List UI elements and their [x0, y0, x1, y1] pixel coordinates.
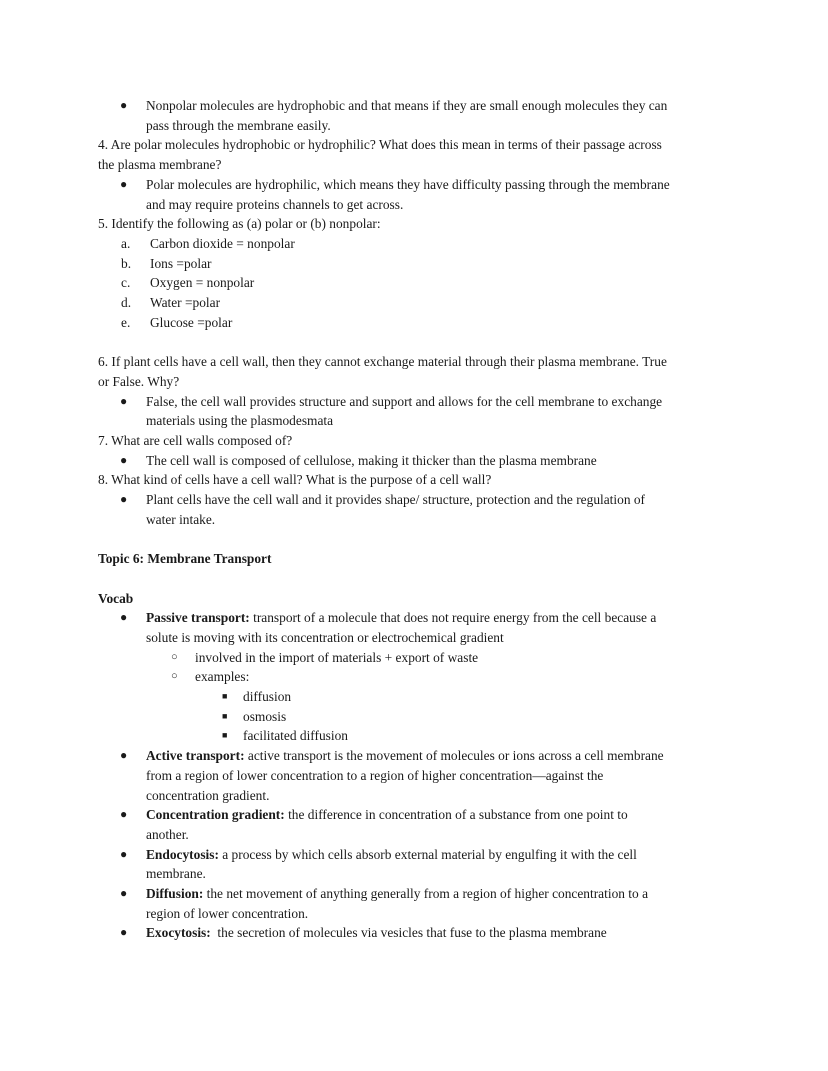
example-text: facilitated diffusion	[243, 728, 348, 744]
circle-bullet-icon: ○	[171, 650, 178, 663]
bullet-icon: ●	[120, 886, 128, 901]
vocab-gradient-line-2	[0, 825, 828, 845]
q5-item-text: Ions =polar	[150, 255, 212, 271]
bullet-icon: ●	[120, 610, 128, 625]
vocab-term: Concentration gradient:	[146, 807, 285, 823]
vocab-exocytosis-line-1	[0, 923, 828, 943]
vocab-definition: solute is moving with its concentration or electrochemical gradient	[146, 629, 504, 645]
q7-question-text: 7. What are cell walls composed of?	[98, 432, 293, 448]
topic-heading-text: Topic 6: Membrane Transport	[98, 551, 272, 567]
bullet-icon: ●	[120, 492, 128, 507]
bullet-icon: ●	[120, 925, 128, 940]
q5-item-text: Glucose =polar	[150, 314, 233, 330]
q4-answer-text-1: Polar molecules are hydrophilic, which means they have difficulty passing through the membrane	[146, 176, 670, 192]
vocab-definition: membrane.	[146, 866, 206, 882]
q6-question-text-2: or False. Why?	[98, 373, 180, 389]
q8-answer-text-1: Plant cells have the cell wall and it provides shape/ structure, protection and the regulation of	[146, 492, 646, 508]
q7-answer-text: The cell wall is composed of cellulose, making it thicker than the plasma membrane	[146, 452, 597, 468]
vocab-passive-example-3	[0, 726, 828, 746]
q5-question	[0, 214, 828, 234]
q4-answer-line-2	[0, 195, 828, 215]
vocab-definition: the difference in concentration of a substance from one point to	[284, 807, 628, 823]
vocab-active-line-3	[0, 786, 828, 806]
vocab-heading-text: Vocab	[98, 590, 134, 606]
q8-answer-text-2: water intake.	[146, 511, 216, 527]
q6-answer-line-1	[0, 392, 828, 412]
q3-answer-line-1	[0, 96, 828, 116]
bullet-icon: ●	[120, 176, 128, 191]
topic-heading	[0, 549, 828, 569]
q4-question-text-2: the plasma membrane?	[98, 157, 222, 173]
q5-item-d	[0, 293, 828, 313]
q4-question-line-1	[0, 135, 828, 155]
vocab-passive-line-1	[0, 608, 828, 628]
bullet-icon: ●	[120, 452, 128, 467]
q5-item-c	[0, 273, 828, 293]
vocab-term: Active transport:	[146, 748, 245, 764]
vocab-heading	[0, 589, 828, 609]
q5-item-text: Water =polar	[150, 295, 221, 311]
q5-item-a	[0, 234, 828, 254]
vocab-definition: a process by which cells absorb external material by engulfing it with the cell	[218, 846, 637, 862]
bullet-icon: ●	[120, 748, 128, 763]
vocab-definition: another.	[146, 826, 189, 842]
list-letter: c.	[121, 275, 131, 291]
q5-question-text: 5. Identify the following as (a) polar or (b) nonpolar:	[98, 216, 381, 232]
vocab-term: Endocytosis:	[146, 846, 219, 862]
q8-question-text: 8. What kind of cells have a cell wall? What is the purpose of a cell wall?	[98, 472, 492, 488]
q5-item-text: Carbon dioxide = nonpolar	[150, 235, 295, 251]
vocab-definition: concentration gradient.	[146, 787, 270, 803]
square-bullet-icon: ■	[222, 730, 228, 741]
q4-question-line-2	[0, 155, 828, 175]
list-letter: b.	[121, 255, 132, 271]
vocab-term: Diffusion:	[146, 886, 204, 902]
vocab-definition: transport of a molecule that does not require energy from the cell because a	[249, 610, 657, 626]
vocab-passive-example-2	[0, 707, 828, 727]
vocab-term: Passive transport:	[146, 610, 250, 626]
q6-answer-text-1: False, the cell wall provides structure and support and allows for the cell membrane to exchange	[146, 393, 663, 409]
vocab-definition: active transport is the movement of molecules or ions across a cell membrane	[244, 748, 664, 764]
q3-answer-text-1: Nonpolar molecules are hydrophobic and that means if they are small enough molecules they can	[146, 98, 668, 113]
bullet-icon: ●	[120, 807, 128, 822]
bullet-icon: ●	[120, 98, 128, 112]
q6-answer-text-2: materials using the plasmodesmata	[146, 413, 334, 429]
vocab-definition: from a region of lower concentration to a region of higher concentration—against the	[146, 767, 604, 783]
square-bullet-icon: ■	[222, 691, 228, 702]
list-letter: a.	[121, 235, 131, 251]
q8-question	[0, 470, 828, 490]
vocab-diffusion-line-1	[0, 884, 828, 904]
q6-question-text-1: 6. If plant cells have a cell wall, then they cannot exchange material through their plasma membrane. True	[98, 354, 667, 370]
example-text: osmosis	[243, 708, 287, 724]
vocab-passive-example-1	[0, 687, 828, 707]
vocab-term: Exocytosis:	[146, 925, 211, 941]
list-letter: d.	[121, 295, 132, 311]
vocab-endocytosis-line-2	[0, 864, 828, 884]
q8-answer-line-2	[0, 510, 828, 530]
document-page	[0, 96, 828, 943]
q5-item-e	[0, 313, 828, 333]
vocab-gradient-line-1	[0, 805, 828, 825]
vocab-passive-sub-1	[0, 648, 828, 668]
spacer	[0, 529, 828, 549]
q7-question	[0, 431, 828, 451]
q4-answer-line-1	[0, 175, 828, 195]
example-text: diffusion	[243, 689, 292, 705]
vocab-active-line-2	[0, 766, 828, 786]
bullet-icon: ●	[120, 846, 128, 861]
q5-item-text: Oxygen = nonpolar	[150, 275, 255, 291]
vocab-definition: region of lower concentration.	[146, 905, 309, 921]
circle-bullet-icon: ○	[171, 670, 178, 683]
vocab-passive-line-2	[0, 628, 828, 648]
vocab-passive-sub-2	[0, 667, 828, 687]
q6-question-line-1	[0, 352, 828, 372]
vocab-diffusion-line-2	[0, 904, 828, 924]
sub-item-text: involved in the import of materials + export of waste	[195, 649, 479, 665]
q6-answer-line-2	[0, 411, 828, 431]
spacer	[0, 332, 828, 352]
vocab-definition: the secretion of molecules via vesicles that fuse to the plasma membrane	[210, 925, 607, 941]
list-letter: e.	[121, 314, 131, 330]
square-bullet-icon: ■	[222, 710, 228, 721]
q7-answer	[0, 451, 828, 471]
bullet-icon: ●	[120, 393, 128, 408]
q8-answer-line-1	[0, 490, 828, 510]
q6-question-line-2	[0, 372, 828, 392]
spacer	[0, 569, 828, 589]
vocab-active-line-1	[0, 746, 828, 766]
sub-item-text: examples:	[195, 669, 250, 685]
vocab-definition: the net movement of anything generally from a region of higher concentration to a	[203, 886, 649, 902]
q4-answer-text-2: and may require proteins channels to get across.	[146, 196, 404, 212]
vocab-endocytosis-line-1	[0, 845, 828, 865]
q4-question-text-1: 4. Are polar molecules hydrophobic or hydrophilic? What does this mean in terms of their passage across	[98, 137, 662, 153]
q5-item-b	[0, 254, 828, 274]
q3-answer-text-2: pass through the membrane easily.	[146, 117, 331, 133]
q3-answer-line-2	[0, 116, 828, 136]
